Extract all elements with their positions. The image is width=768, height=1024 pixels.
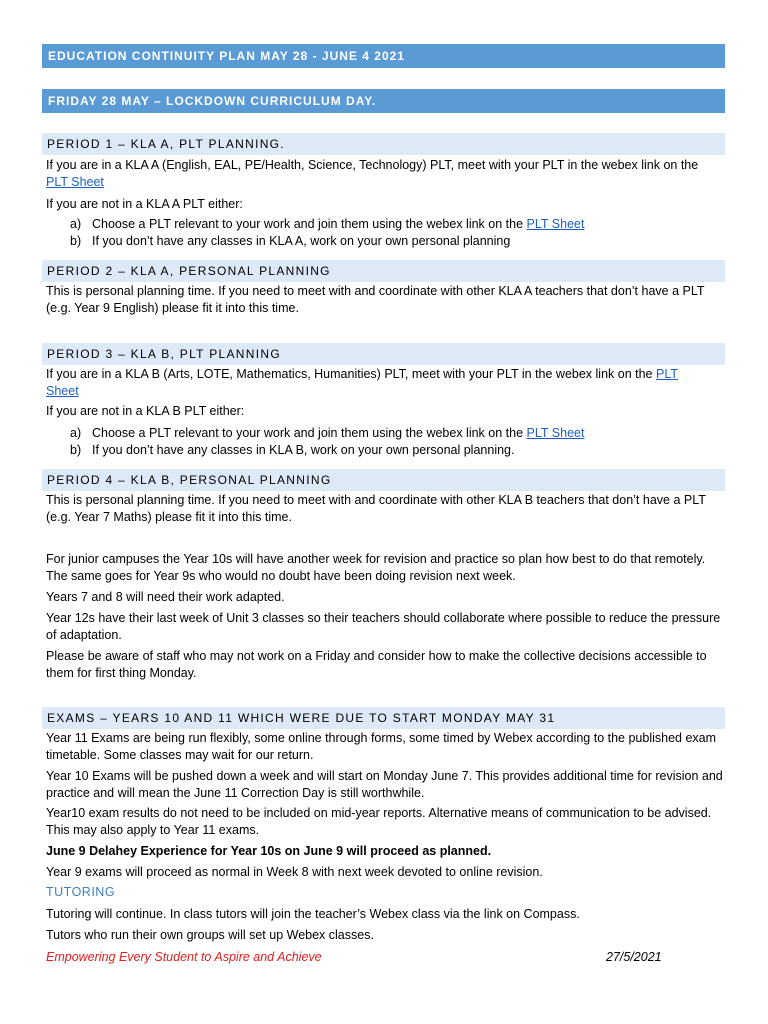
- period1-option-a: [70, 216, 720, 233]
- exams-year9: Year 9 exams will proceed as normal in Week 8 with next week devoted to online revision.: [46, 865, 543, 879]
- period2-heading: PERIOD 2 – KLA A, PERSONAL PLANNING: [42, 260, 725, 282]
- period3-option-a-text: Choose a PLT relevant to your work and join them using the webex link on the: [92, 426, 524, 440]
- period3-heading: PERIOD 3 – KLA B, PLT PLANNING: [42, 343, 725, 365]
- period1-intro: [46, 157, 726, 190]
- period1-heading: PERIOD 1 – KLA A, PLT PLANNING.: [42, 133, 725, 155]
- period3-option-b-text: If you don’t have any classes in KLA B, work on your own personal planning.: [92, 443, 515, 457]
- exams-year11: Year 11 Exams are being run flexibly, some online through forms, some timed by Webex according to the published exam timetable. Some classes may wait for our return.: [46, 731, 717, 762]
- period3-option-b: [70, 442, 720, 459]
- period3-option-a: [70, 425, 720, 442]
- list-marker: b): [70, 443, 82, 457]
- period3-intro: [46, 366, 726, 399]
- exams-year10: Year 10 Exams will be pushed down a week and will start on Monday June 7. This provides additional time for revision and practice and will mean the June 11 Correction Day is still worthwhile.: [46, 769, 723, 800]
- period1-not-in: If you are not in a KLA A PLT either:: [46, 197, 243, 211]
- note-junior-campuses: For junior campuses the Year 10s will have another week for revision and practice so plan how best to do that remotely. The same goes for Year 9s who would no doubt have been doing revision next week.: [46, 552, 706, 583]
- footer-motto: Empowering Every Student to Aspire and Achieve: [46, 950, 322, 964]
- plt-sheet-link[interactable]: PLT: [656, 367, 678, 381]
- period4-text: This is personal planning time. If you need to meet with and coordinate with other KLA B teachers that don’t have a PLT (e.g. Year 7 Maths) please fit it into this time.: [46, 493, 706, 524]
- plt-sheet-link[interactable]: PLT Sheet: [46, 174, 104, 189]
- note-friday-staff: Please be aware of staff who may not work on a Friday and consider how to make the collective decisions accessible to them for first thing Monday.: [46, 649, 707, 680]
- tutoring-line2: Tutors who run their own groups will set up Webex classes.: [46, 928, 374, 942]
- period2-text: This is personal planning time. If you need to meet with and coordinate with other KLA A teachers that don’t have a PLT (e.g. Year 9 English) please fit it into this time.: [46, 284, 705, 315]
- period1-option-b: [70, 233, 720, 250]
- plt-sheet-link[interactable]: PLT Sheet: [526, 217, 585, 231]
- list-marker: a): [70, 426, 82, 440]
- period1-option-a-text: Choose a PLT relevant to your work and join them using the webex link on the: [92, 217, 524, 231]
- exams-results: Year10 exam results do not need to be included on mid-year reports. Alternative means of communication to be advised. This may also apply to Year 11 exams.: [46, 806, 712, 837]
- period3-intro-text: If you are in a KLA B (Arts, LOTE, Mathematics, Humanities) PLT, meet with your PLT in the webex link on the: [46, 367, 653, 381]
- period1-intro-text: If you are in a KLA A (English, EAL, PE/Health, Science, Technology) PLT, meet with your PLT in the webex link on the: [46, 158, 699, 172]
- list-marker: a): [70, 217, 82, 231]
- note-years-7-8: Years 7 and 8 will need their work adapted.: [46, 590, 285, 604]
- exams-heading: EXAMS – YEARS 10 AND 11 WHICH WERE DUE TO START MONDAY MAY 31: [42, 707, 725, 729]
- footer-date: 27/5/2021: [606, 950, 662, 964]
- document-title: EDUCATION CONTINUITY PLAN MAY 28 - JUNE 4 2021: [42, 44, 725, 68]
- list-marker: b): [70, 234, 82, 248]
- friday-heading: FRIDAY 28 MAY – LOCKDOWN CURRICULUM DAY.: [42, 89, 725, 113]
- exams-delahey: June 9 Delahey Experience for Year 10s on June 9 will proceed as planned.: [46, 844, 492, 858]
- note-year-12: Year 12s have their last week of Unit 3 classes so their teachers should collaborate where possible to reduce the pressure of adaptation.: [46, 611, 721, 642]
- period3-not-in: If you are not in a KLA B PLT either:: [46, 404, 245, 418]
- period4-heading: PERIOD 4 – KLA B, PERSONAL PLANNING: [42, 469, 725, 491]
- tutoring-line1: Tutoring will continue. In class tutors will join the teacher’s Webex class via the link on Compass.: [46, 907, 580, 921]
- tutoring-heading: TUTORING: [46, 885, 116, 899]
- plt-sheet-link[interactable]: Sheet: [46, 383, 79, 398]
- plt-sheet-link[interactable]: PLT Sheet: [526, 426, 585, 440]
- period1-option-b-text: If you don’t have any classes in KLA A, work on your own personal planning: [92, 234, 511, 248]
